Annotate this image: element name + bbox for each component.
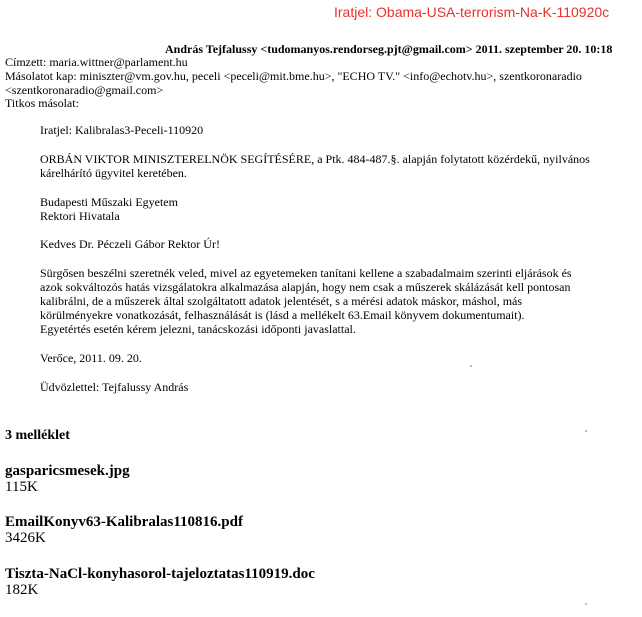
attachment-name-link[interactable]: gasparicsmesek.jpg [5, 463, 130, 479]
attachment-size: 115K [5, 479, 38, 495]
scan-speck [585, 430, 587, 432]
cc-line-continued: <szentkoronaradio@gmail.com> [5, 83, 164, 97]
scan-speck [585, 603, 587, 605]
attachments-title: 3 melléklet [5, 428, 70, 443]
paragraph-line: azok sokváltozós hatás vizsgálatokra alkalmazása alapján, hogy nem csak a műszerek skálázását kell pontosan [40, 280, 571, 294]
scan-speck [470, 365, 472, 367]
cc-line: Másolatot kap: miniszter@vm.gov.hu, peceli <peceli@mit.bme.hu>, "ECHO TV." <info@echotv.hu>, szentkoronaradio [5, 69, 582, 83]
subject-line: ORBÁN VIKTOR MINISZTERELNÖK SEGÍTÉSÉRE, a Ptk. 484-487.§. alapján folytatott közérdekű, nyilvános [40, 152, 590, 166]
subject-line-continued: kárelhárító ügyvitel keretében. [40, 166, 187, 180]
sender-line: András Tejfalussy <tudomanyos.rendorseg.pjt@gmail.com> 2011. szeptember 20. 10:18 [165, 42, 613, 56]
closing-signature: Üdvözlettel: Tejfalussy András [40, 380, 189, 394]
reference-line: Iratjel: Kalibralas3-Peceli-110920 [40, 123, 204, 137]
salutation: Kedves Dr. Péczeli Gábor Rektor Úr! [40, 237, 220, 251]
attachment-size: 3426K [5, 530, 46, 546]
attachment-name-link[interactable]: Tiszta-NaCl-konyhasorol-tajeloztatas110919.doc [5, 566, 315, 582]
paragraph-line: Egyetértés esetén kérem jelezni, tanácskozási időponti javaslattal. [40, 322, 356, 336]
paragraph-line: körülményekre vonatkozását, felhasználását is (lásd a mellékelt 63.Email könyvem dokumentumait). [40, 308, 525, 322]
attachment-name-link[interactable]: EmailKonyv63-Kalibralas110816.pdf [5, 514, 243, 530]
organization-office: Rektori Hivatala [40, 209, 120, 223]
organization-name: Budapesti Műszaki Egyetem [40, 195, 178, 209]
paragraph-line: Sürgősen beszélni szeretnék veled, mivel az egyetemeken tanítani kellene a szabadalmaim szerinti eljárások és [40, 266, 572, 280]
document-tag-label: Iratjel: Obama-USA-terrorism-Na-K-110920c [334, 4, 610, 20]
attachment-size: 182K [5, 582, 39, 598]
paragraph-line: kalibrálni, de a műszerek által szolgáltatott adatok jelentését, s a mérési adatok máskor, máshol, más [40, 294, 523, 308]
to-line: Címzett: maria.wittner@parlament.hu [5, 55, 188, 69]
place-date: Verőce, 2011. 09. 20. [40, 351, 142, 365]
bcc-line: Titkos másolat: [5, 96, 79, 110]
